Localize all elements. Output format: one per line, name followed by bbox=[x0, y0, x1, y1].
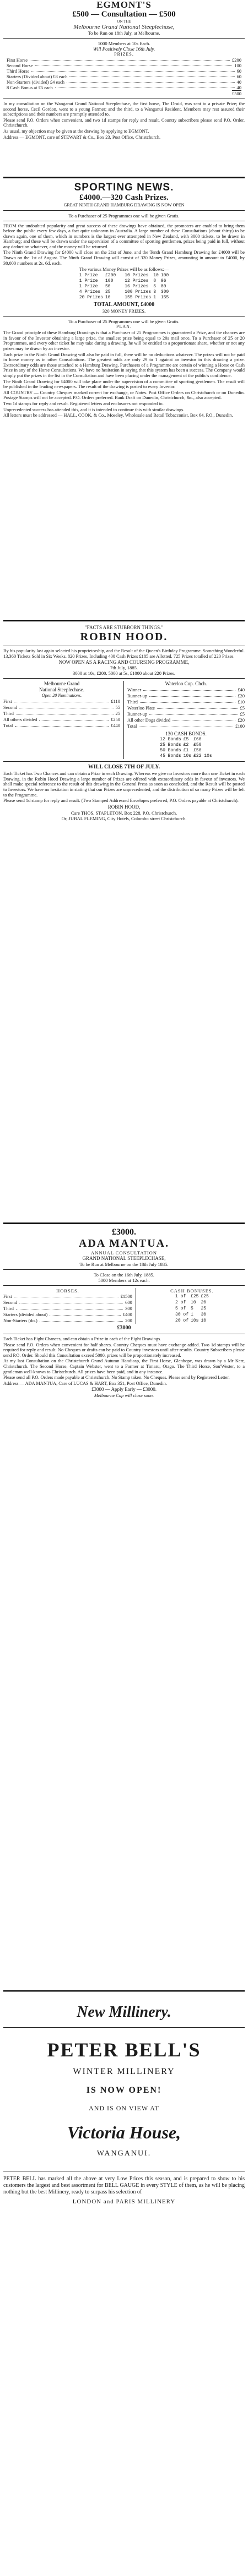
table-row: 1 Prize 100 12 Prizes 8 96 bbox=[79, 279, 166, 284]
sporting-body-6: All COUNTRY — Country Cheques marked correct for exchange, or Notes. Post Office Orders on Christchurch or on Dunedin. Postage Stamps will not be accepted. P.O. Orders preferred. Bank Draft on Dunedin, Christchurch, &c., also accepted. bbox=[3, 390, 245, 401]
robin-sign: ROBIN HOOD, bbox=[107, 804, 141, 810]
sporting-body-4: Each prize in the Ninth Grand Drawing will also be paid in full, there will be no deductions whatever. The prizes will not be paid in horse money as in other Consultations. The greatest odds are only 29 to 1 against an investor in this drawing a prize. Extraordinary odds are those attached to a Hamburg Drawing. Purchasers of a Programme are certain of winning a Horse or Cash Prize in any of the Horse Consultations. We have no hesitation in saying that this system has been a success. The Company would simply put the prizes in the list in the Consultation and have been placing under the management of the public's confidence. bbox=[3, 352, 245, 378]
robin-body-1: Each Ticket has Two Chances and can obtain a Prize in each Drawing. Whereas we give no Investors more than one Ticket in each Drawing, in the Robin Hood Drawing a large number of Prizes are offered with extraordinary odds in favour of investors. We shall make special reference to the result of this drawing in the General Press as soon as concluded, and the Result will be posted to Investors. We have no hesitation in stating that our Prizes are unprecedented, and the distribution of so many Prizes will be felt to the Programme. bbox=[3, 771, 245, 798]
sporting-body-7: Two 1d stamps for reply and result. Registered letters and enclosures not responded to. bbox=[3, 401, 164, 406]
table-row: 2 of 10 20 bbox=[175, 1300, 207, 1305]
prize-row: Winner £40 bbox=[127, 687, 245, 693]
divider bbox=[3, 38, 245, 39]
millinery-advert bbox=[3, 1995, 245, 2557]
table-row: 45 Bonds 10s £22 10s bbox=[160, 754, 212, 759]
prize-row: Starters (Divided about) £8 each 60 bbox=[7, 74, 241, 79]
egmont-on-the: ON THE bbox=[117, 19, 131, 24]
ada-title: ADA MANTUA. bbox=[78, 1237, 170, 1249]
table-row: 50 Bonds £1 £50 bbox=[160, 748, 202, 754]
divider bbox=[3, 761, 245, 762]
ada-body-1: Each Ticket has Eight Chances, and can obtain a Prize in each of the Eight Drawings. bbox=[3, 1336, 161, 1341]
divider bbox=[3, 210, 245, 211]
robin-left-subheading: National Steeplechase. bbox=[39, 687, 84, 693]
prize-row: Waterloo Plate £5 bbox=[127, 705, 245, 711]
sporting-money-prizes: 320 MONEY PRIZES. bbox=[102, 308, 146, 314]
millinery-house: Victoria House, bbox=[67, 2122, 181, 2142]
egmont-address: Address — EGMONT, care of STEWART & Co., Box 23, Post Office, Christchurch. bbox=[3, 134, 161, 140]
egmont-body-1: In my consultation on the Wanganui Grand National Steeplechase, the first horse, The Druid, was sent to a private Prize; the second horse, Cecil Gordon, went to a young Farmer; and the third, to a Wanganui Resident. Members may rest assured their subscriptions and their numbers are promptly attended to. bbox=[3, 101, 245, 117]
prize-row: Third £10 bbox=[127, 699, 245, 705]
sporting-body-3: The Grand principle of these Hamburg Drawings is that a Purchaser of 25 Programmes is guaranteed a Prize, and the chances are in favour of the Investor obtaining a large prize, the smallest prize being equal to 20s mail once. To a Purchaser of 25 or 20 Programmes, and every other ticket he may take during a drawing, he will be entitled to a proportionate share, whether or not any prizes may be drawn by an investor. bbox=[3, 330, 245, 352]
prize-row: Runner-up £5 bbox=[127, 711, 245, 717]
egmont-headline: £500 — Consultation — £500 bbox=[72, 10, 176, 19]
sporting-prize-table bbox=[78, 273, 170, 301]
egmont-run-line: To be Run on 18th July, at Melbourne. bbox=[88, 30, 160, 36]
robin-body-2: Please send 1d stamp for reply and result. (Two Stamped Addressed Envelopes preferred, P.O. Orders payable at Christchurch). bbox=[3, 798, 239, 804]
table-row: 20 of 10s 10 bbox=[175, 1318, 207, 1323]
sporting-address: All letters must be addressed — HALL, COOK, & Co., Moseley, Wholesale and Retail Tobacconist, Box 64, P.O., Dunedin. bbox=[3, 413, 233, 418]
ada-total: £3000 bbox=[117, 1325, 131, 1331]
ada-cash-heading: CASH BONUSES. bbox=[170, 1288, 214, 1294]
divider bbox=[3, 2027, 245, 2028]
table-row: 12 Bonds £5 £60 bbox=[160, 737, 202, 743]
column-rule bbox=[3, 177, 245, 178]
divider bbox=[3, 1269, 245, 1270]
sporting-prize-heading: The various Money Prizes will be as follows:— bbox=[79, 266, 169, 272]
robin-close-line: WILL CLOSE 7TH OF JULY. bbox=[88, 764, 160, 771]
ada-horses-heading: HORSES. bbox=[56, 1288, 79, 1294]
millinery-body: PETER BELL has marked all the above at very Low Prices this season, and is prepared to show to his customers the largest and best assortment for BELL GAUGE in every STYLE of them, as he will be placing nothing but the best Millinery, ready to surpass his selection of bbox=[3, 2176, 245, 2195]
prize-row: Starters (divided about) £400 bbox=[3, 1312, 132, 1317]
robin-date-line: 7th July, 1885. bbox=[110, 665, 138, 671]
ada-horses-column bbox=[3, 1288, 136, 1324]
egmont-body-3: As usual, my objection may be given at the drawing by applying to EGMONT. bbox=[3, 128, 149, 134]
divider bbox=[3, 1285, 245, 1286]
ada-members-line: 5000 Members at 12s each. bbox=[98, 1278, 150, 1283]
prize-total: Total £100 bbox=[127, 723, 245, 729]
sporting-purchaser-line: To a Purchaser of 25 Programmes one will be given Gratis. bbox=[68, 212, 180, 219]
ada-note-1: £3000 — Apply Early — £3000. bbox=[91, 1387, 157, 1393]
column-rule bbox=[3, 1222, 245, 1224]
sporting-body-5: The Ninth Grand Drawing for £4000 will take place under the supervision of a committee of sporting gentlemen. The result will be published in the leading newspapers. The result of the drawing is posted to every Investor. bbox=[3, 379, 245, 390]
ada-run-line: To be Run at Melbourne on the 18th July 1885. bbox=[79, 1262, 169, 1267]
ada-mantua-advert bbox=[3, 1227, 245, 1987]
prize-row: Non-Starters (divided) £4 each 40 bbox=[7, 79, 241, 85]
millinery-town: WANGANUI. bbox=[96, 2149, 152, 2158]
column-rule bbox=[3, 1990, 245, 1992]
egmont-prize-list bbox=[3, 57, 245, 96]
robin-two-column bbox=[3, 681, 245, 759]
prize-row: Non-Starters (do.) 200 bbox=[3, 1318, 132, 1323]
sporting-plan-heading: PLAN. bbox=[116, 324, 132, 330]
robin-subtitle: NOW OPEN AS A RACING AND COURSING PROGRAMME, bbox=[58, 659, 190, 665]
ada-amount: £3000. bbox=[112, 1227, 136, 1237]
table-row: 5 of 5 25 bbox=[175, 1306, 207, 1311]
ada-race: GRAND NATIONAL STEEPLECHASE, bbox=[82, 1256, 166, 1261]
sporting-title: SPORTING NEWS. bbox=[74, 182, 174, 193]
sporting-body-1: FROM the undoubted popularity and great success of these drawings have obtained, the promoters are enabled to bring them before the public every few days, a fact quite unknown in Australia. A large number of these Consultations (about thirty) to be drawn again, one of them, which in numbers is the largest ever attempted in New Zealand, with 3000 tickets, to be drawn in Hamburg; and these will be drawn under the supervision of a committee of sporting gentlemen, prizes being paid in full, without any deduction whatever, and the money will be returned. bbox=[3, 223, 245, 249]
sporting-body-8: Unprecedented success has attended this, and it is intended to continue this with similar drawings. bbox=[3, 407, 185, 412]
robin-hood-advert bbox=[3, 625, 245, 1219]
robin-left-heading: Melbourne Grand bbox=[44, 681, 80, 687]
prize-total: £500 bbox=[232, 91, 241, 96]
prize-row: First £110 bbox=[3, 698, 120, 705]
egmont-close-line: Will Positively Close 16th July. bbox=[93, 46, 155, 52]
egmont-members-line: 1000 Members at 10s Each. bbox=[98, 41, 150, 46]
prize-row: 8 Cash Bonus at £5 each 40 bbox=[7, 85, 241, 90]
prize-row: Second 600 bbox=[3, 1300, 132, 1305]
table-row: 1 Prize 50 16 Prizes 5 80 bbox=[79, 284, 166, 290]
egmont-body-2: Please send P.O. Orders when convenient, and two 1d stamps for reply and result. Country subscribers please send P.O. Order, Christchurch. bbox=[3, 117, 245, 128]
table-row: 4 Prizes 25 100 Prizes 3 300 bbox=[79, 290, 169, 295]
ada-prize-columns bbox=[3, 1288, 245, 1324]
robin-left-column bbox=[3, 681, 124, 759]
table-row: 20 Prizes 10 155 Prizes 1 155 bbox=[79, 295, 169, 301]
millinery-view-line: AND IS ON VIEW AT bbox=[89, 2104, 159, 2112]
sporting-headline: £4000.—320 Cash Prizes. bbox=[79, 193, 169, 202]
robin-facts: "FACTS ARE STUBBORN THINGS." bbox=[84, 625, 164, 630]
sporting-subhead: GREAT NINTH GRAND HAMBURG DRAWING IS NOW OPEN bbox=[63, 203, 185, 208]
sporting-gratis-line: To a Purchaser of 25 Programmes one will be given Gratis. bbox=[68, 319, 180, 325]
table-row: 25 Bonds £2 £50 bbox=[160, 743, 202, 748]
newspaper-column bbox=[3, 0, 245, 2557]
prize-row: Third 300 bbox=[3, 1306, 132, 1311]
column-rule bbox=[3, 620, 245, 621]
ada-address: Address — ADA MANTUA, Care of LUCAS & HART, Box 351, Post Office, Dunedin. bbox=[3, 1380, 167, 1386]
prize-row: Third Horse 60 bbox=[7, 68, 241, 74]
ada-cash-table bbox=[174, 1294, 210, 1324]
robin-title: ROBIN HOOD. bbox=[80, 631, 168, 643]
ada-body-4: Please send all P.O. Orders made payable at Christchurch. No Stamp taken. No Cheques. Please send by Registered Letter. bbox=[3, 1375, 230, 1380]
robin-intro: By his popularity last again selected his proprietorship, and the Result of the Queen's Birthday Programme. Something Wonderful. 13,360 Tickets Sold in Six Weeks. 820 Prizes, Including 400 Cash Prizes £185 are Allotted. 725 Prizes totalled of 220 Prizes. bbox=[3, 648, 245, 659]
egmont-advert bbox=[3, 0, 245, 173]
prize-row: Runner-up £20 bbox=[127, 693, 245, 699]
prize-row: First Horse £200 bbox=[7, 57, 241, 63]
millinery-footer: LONDON and PARIS MILLINERY bbox=[72, 2198, 176, 2205]
sporting-body-2: The Ninth Grand Drawing for £4000 will close on the 21st of June, and the Tenth Grand Hamburg Drawing for £4000 will be Drawn on the 1st of August. The Ninth Grand Drawing will consist of 320 Money Prizes, amounting in amount to £4000, by 30,000 numbers at 2s. 6d. each. bbox=[3, 250, 245, 266]
robin-right-heading: Waterloo Cup. Chch. bbox=[165, 681, 207, 687]
prize-row: All others divided £250 bbox=[3, 717, 120, 723]
robin-right-column bbox=[124, 681, 245, 759]
prize-total: Total £440 bbox=[3, 723, 120, 729]
egmont-title: EGMONT'S bbox=[96, 0, 152, 10]
prize-row: Second Horse 100 bbox=[7, 63, 241, 68]
sporting-news-advert bbox=[3, 182, 245, 616]
robin-numbers-line: 3000 at 10s, £200. 5000 at 5s, £1000 about 220 Prizes. bbox=[72, 670, 176, 676]
prize-row: First £1500 bbox=[3, 1294, 132, 1299]
ada-body-2: Please send P.O. Orders when convenient for half shares. Country Cheques must have exchange added. Two 1d stamps will be required for reply and result. No Cheques or drafts can be paid to Country investors until after results. Country Subscribers please send P.O. Order. Should this Consultation exceed 5000, prizes will be proportionately increased. bbox=[3, 1342, 245, 1358]
ada-close-line: To Close on the 16th July, 1885. bbox=[94, 1272, 154, 1278]
millinery-heading: New Millinery. bbox=[77, 2004, 171, 2021]
ada-annual: ANNUAL CONSULTATION bbox=[91, 1250, 157, 1256]
table-row: 1 of £25 £25 bbox=[175, 1294, 209, 1299]
robin-left-nominations: Open 20 Nominations. bbox=[41, 693, 82, 698]
robin-cash-heading: 130 CASH BONDS. bbox=[165, 731, 207, 737]
sporting-total-line: TOTAL AMOUNT, £4000 bbox=[93, 302, 155, 308]
robin-address: Care THOS. STAPLETON, Box 228, P.O. Christchurch. bbox=[71, 810, 177, 816]
egmont-race: Melbourne Grand National Steeplechase, bbox=[73, 24, 175, 30]
robin-cash-table bbox=[159, 737, 213, 759]
ada-cash-column bbox=[136, 1288, 245, 1324]
prize-row: All other Dogs divided £20 bbox=[127, 717, 245, 723]
ada-body-3: At my last Consultation on the Christchurch Grand Autumn Handicap, the First Horse, Glenhope, was drawn by a Mr Kerr, Christchurch. The Second Horse, Captain Webster, went to a Farmer at Timaru, Otago. The Third Horse, Sou'Wester, to a gentleman well-known to Christchurch. All prizes have been paid, and in any instance. bbox=[3, 1358, 245, 1374]
prize-row: Second 55 bbox=[3, 705, 120, 711]
table-row: 30 of 1 30 bbox=[175, 1312, 207, 1317]
prize-row: Third 25 bbox=[3, 711, 120, 717]
millinery-winter: WINTER MILLINERY bbox=[73, 2067, 175, 2076]
robin-or-line: Or, JUBAL FLEMING, City Hotels, Colombo street Christchurch. bbox=[61, 815, 187, 821]
divider bbox=[3, 678, 245, 679]
millinery-is-now-open: IS NOW OPEN! bbox=[86, 2086, 162, 2095]
millinery-name: PETER BELL'S bbox=[47, 2039, 201, 2061]
egmont-prizes-heading: PRIZES. bbox=[114, 52, 134, 57]
table-row: 1 Prize £200 10 Prizes 10 100 bbox=[79, 273, 169, 279]
ada-note-2: Melbourne Cup will close soon. bbox=[94, 1393, 154, 1399]
